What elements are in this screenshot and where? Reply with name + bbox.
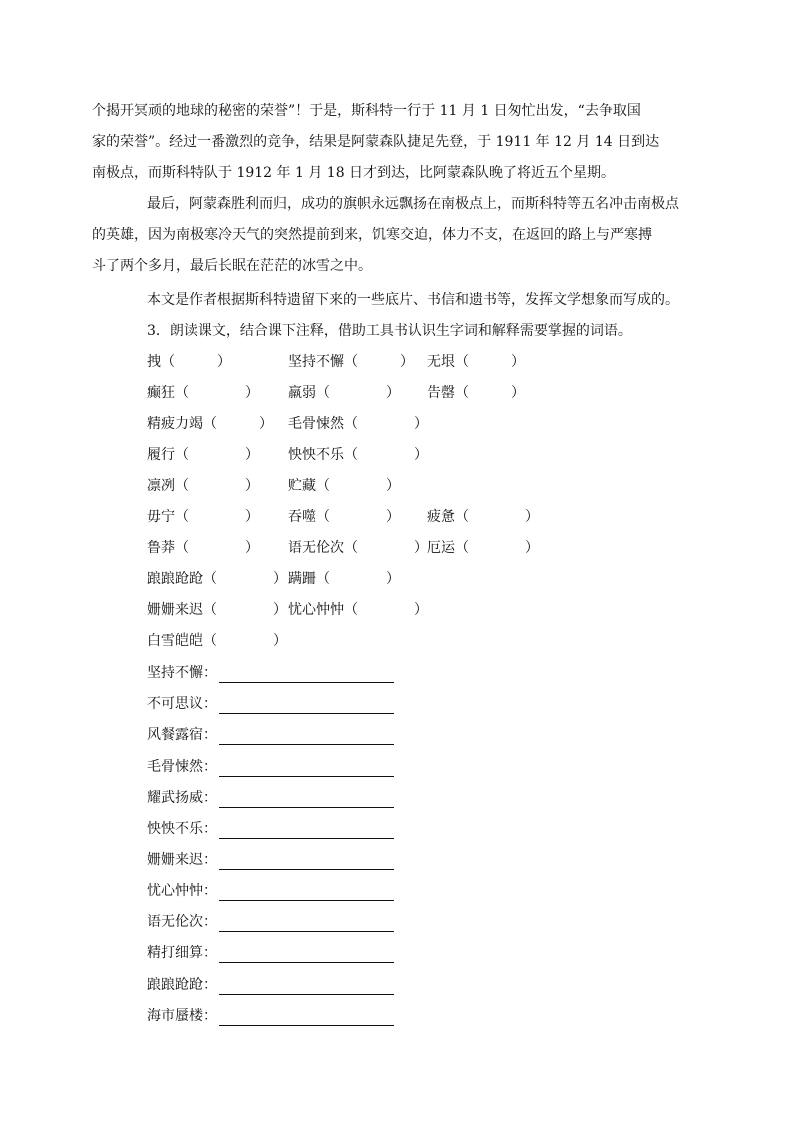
pinyin-item: 怏怏不乐（ ） — [288, 447, 428, 463]
answer-blank[interactable] — [219, 1011, 394, 1026]
answer-blank[interactable] — [219, 824, 394, 839]
pinyin-item: 癫狂（ ） — [147, 385, 259, 401]
answer-blank[interactable] — [219, 730, 394, 745]
explain-row — [147, 1006, 394, 1026]
explain-term: 踉踉跄跄： — [147, 977, 217, 993]
explain-row — [147, 881, 394, 901]
explain-row — [147, 975, 394, 995]
explain-row — [147, 850, 394, 870]
answer-blank[interactable] — [219, 855, 394, 870]
question-3-instruction: 3．朗读课文，结合课下注释，借助工具书认识生字词和解释需要掌握的词语。 — [147, 323, 632, 339]
text-line: 最后，阿蒙森胜利而归，成功的旗帜永远飘扬在南极点上，而斯科特等五名冲击南极点 — [147, 196, 679, 212]
pinyin-item: 踉踉跄跄（ ） — [147, 571, 287, 587]
text-line: 的英雄，因为南极寒冷天气的突然提前到来，饥寒交迫，体力不支，在返回的路上与严寒搏 — [92, 227, 652, 243]
answer-blank[interactable] — [219, 793, 394, 808]
answer-blank[interactable] — [219, 980, 394, 995]
explain-term: 毛骨悚然： — [147, 759, 217, 775]
text-line: 斗了两个多月，最后长眠在茫茫的冰雪之中。 — [92, 258, 372, 274]
text-line: 南极点，而斯科特队于 1912 年 1 月 18 日才到达，比阿蒙森队晚了将近五个星期。 — [92, 165, 616, 181]
pinyin-item: 精疲力竭（ ） — [147, 416, 273, 432]
pinyin-item: 厄运（ ） — [427, 540, 539, 556]
explain-term: 不可思议： — [147, 696, 217, 712]
pinyin-item: 白雪皑皑（ ） — [147, 633, 287, 649]
pinyin-item: 无垠（ ） — [427, 354, 525, 370]
explain-term: 怏怏不乐： — [147, 821, 217, 837]
pinyin-item: 坚持不懈（ ） — [288, 354, 414, 370]
pinyin-item: 蹒跚（ ） — [288, 571, 400, 587]
explain-term: 海市蜃楼： — [147, 1008, 217, 1024]
pinyin-item: 忧心忡忡（ ） — [288, 602, 428, 618]
pinyin-item: 语无伦次（ ） — [288, 540, 428, 556]
explain-row — [147, 725, 394, 745]
pinyin-item: 吞噬（ ） — [288, 509, 400, 525]
answer-blank[interactable] — [219, 886, 394, 901]
answer-blank[interactable] — [219, 948, 394, 963]
text-line: 家的荣誉”。经过一番激烈的竞争，结果是阿蒙森队捷足先登，于 1911 年 12 月 14 日到达 — [92, 134, 660, 150]
explain-term: 忧心忡忡： — [147, 883, 217, 899]
pinyin-item: 毛骨悚然（ ） — [288, 416, 428, 432]
pinyin-item: 履行（ ） — [147, 447, 259, 463]
explain-row — [147, 663, 394, 683]
answer-blank[interactable] — [219, 668, 394, 683]
explain-term: 姗姗来迟： — [147, 852, 217, 868]
answer-blank[interactable] — [219, 762, 394, 777]
pinyin-item: 拽（ ） — [147, 354, 231, 370]
explain-term: 语无伦次： — [147, 914, 217, 930]
pinyin-item: 疲惫（ ） — [427, 509, 539, 525]
explain-row — [147, 819, 394, 839]
answer-blank[interactable] — [219, 917, 394, 932]
paragraph-source-note: 本文是作者根据斯科特遗留下来的一些底片、书信和遗书等，发挥文学想象而写成的。 — [147, 292, 679, 308]
pinyin-item: 毋宁（ ） — [147, 509, 259, 525]
pinyin-item: 贮藏（ ） — [288, 478, 400, 494]
explain-term: 耀武扬威： — [147, 790, 217, 806]
answer-blank[interactable] — [219, 699, 394, 714]
pinyin-item: 告罄（ ） — [427, 385, 525, 401]
explain-row — [147, 943, 394, 963]
pinyin-item: 凛冽（ ） — [147, 478, 259, 494]
explain-term: 精打细算： — [147, 945, 217, 961]
paragraph-amundsen-victory — [92, 189, 688, 282]
text-line: 个揭开冥顽的地球的秘密的荣誉”！于是，斯科特一行于 11 月 1 日匆忙出发，“去争取国 — [92, 103, 641, 119]
pinyin-item: 姗姗来迟（ ） — [147, 602, 287, 618]
explain-row — [147, 757, 394, 777]
pinyin-item: 羸弱（ ） — [288, 385, 400, 401]
pinyin-item: 鲁莽（ ） — [147, 540, 259, 556]
explain-row — [147, 912, 394, 932]
explain-row — [147, 694, 394, 714]
paragraph-scott-race — [92, 96, 688, 189]
explain-row — [147, 788, 394, 808]
explain-term: 坚持不懈： — [147, 665, 217, 681]
explain-term: 风餐露宿： — [147, 727, 217, 743]
